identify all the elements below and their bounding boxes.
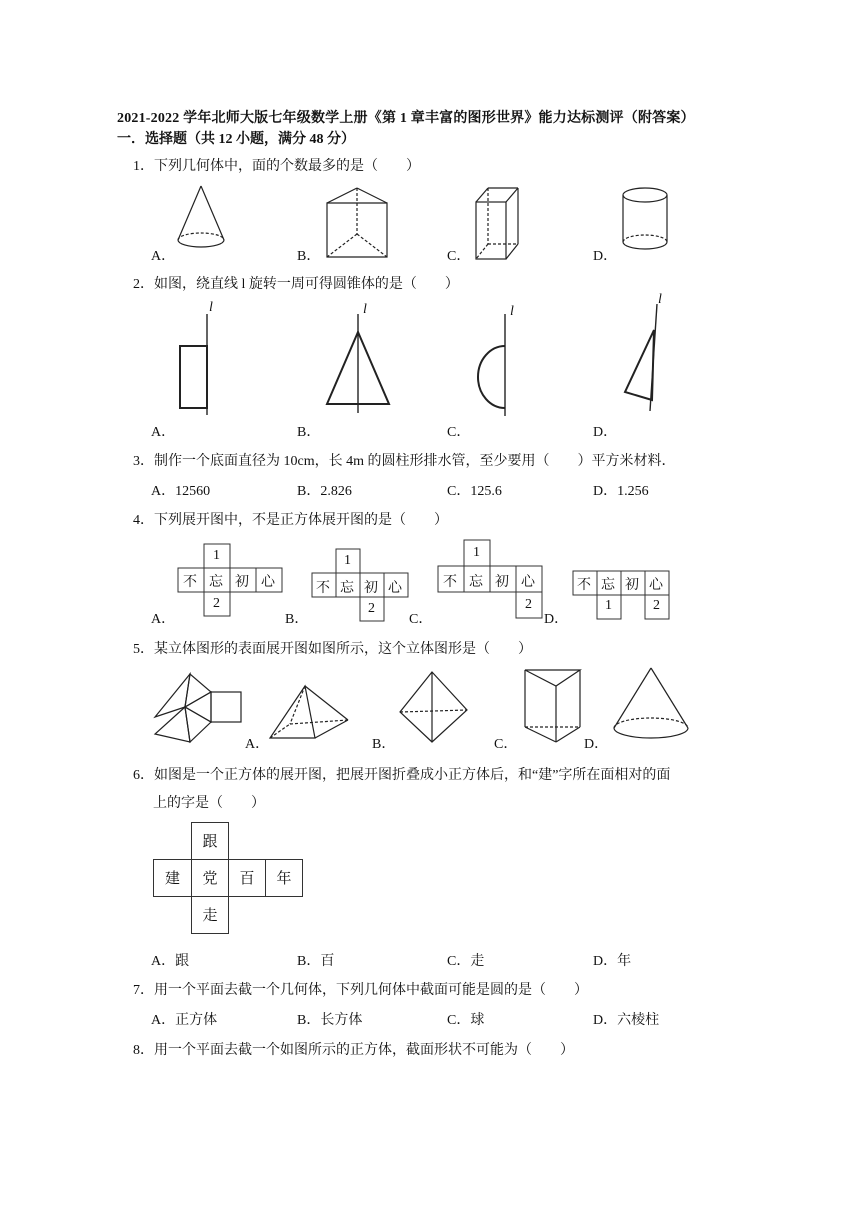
q4-option-c: C． bbox=[409, 612, 433, 627]
net-d-2: 2 bbox=[653, 598, 660, 613]
q4-option-b: B． bbox=[285, 612, 309, 627]
section-heading: 一．选择题（共 12 小题，满分 48 分） bbox=[117, 132, 355, 147]
q5-option-c: C． bbox=[494, 737, 518, 752]
q2-option-d: D． bbox=[593, 425, 618, 440]
q7-option-a: A．正方体 bbox=[151, 1013, 218, 1028]
net-b-w1: 不 bbox=[316, 581, 330, 596]
q2-figures bbox=[0, 300, 860, 420]
net-a-w2: 忘 bbox=[209, 575, 223, 590]
net-c-w4: 心 bbox=[521, 575, 535, 590]
question-6-stem: 6．如图是一个正方体的展开图，把展开图折叠成小正方体后，和“建”字所在面相对的面 bbox=[133, 768, 671, 783]
tetrahedron-figure bbox=[400, 672, 467, 742]
question-8-stem: 8．用一个平面去截一个如图所示的正方体，截面形状不可能为（ ） bbox=[133, 1043, 574, 1058]
cone-figure-2 bbox=[614, 668, 688, 738]
net-b-2: 2 bbox=[368, 601, 375, 616]
net-b-w4: 心 bbox=[388, 581, 402, 596]
q6-option-a: A．跟 bbox=[151, 954, 190, 969]
q2-option-c: C． bbox=[447, 425, 471, 440]
q5-figures bbox=[0, 662, 860, 752]
net-d-w2: 忘 bbox=[601, 578, 615, 593]
q3-option-b: B．2.826 bbox=[297, 484, 352, 499]
q1-option-d: D． bbox=[593, 249, 618, 264]
pyramid-net-figure bbox=[155, 674, 241, 742]
net-d-w1: 不 bbox=[577, 578, 591, 593]
net6-bottom: 走 bbox=[191, 896, 229, 934]
q2-line-label-c: l bbox=[510, 304, 514, 319]
q6-option-b: B．百 bbox=[297, 954, 335, 969]
q1-option-b: B． bbox=[297, 249, 321, 264]
net-c-w2: 忘 bbox=[469, 575, 483, 590]
net6-row-1: 建 bbox=[153, 859, 192, 897]
cone-figure bbox=[178, 186, 224, 247]
question-6-stem-cont: 上的字是（ ） bbox=[153, 796, 265, 811]
slanted-triangle-axis-figure bbox=[625, 304, 657, 411]
q6-option-d: D．年 bbox=[593, 954, 632, 969]
document-title: 2021-2022 学年北师大版七年级数学上册《第 1 章丰富的图形世界》能力达标测评（附答案） bbox=[117, 111, 695, 126]
q2-line-label-b: l bbox=[363, 302, 367, 317]
q2-line-label-d: l bbox=[658, 292, 662, 307]
question-7-stem: 7．用一个平面去截一个几何体，下列几何体中截面可能是圆的是（ ） bbox=[133, 983, 588, 998]
q7-option-d: D．六棱柱 bbox=[593, 1013, 660, 1028]
net-c-1: 1 bbox=[473, 545, 480, 560]
triangle-axis-figure bbox=[327, 314, 389, 413]
q1-figures bbox=[0, 180, 860, 260]
rectangle-axis-figure bbox=[180, 314, 207, 415]
q5-option-a: A． bbox=[245, 737, 270, 752]
q2-option-b: B． bbox=[297, 425, 321, 440]
q3-option-c: C．125.6 bbox=[447, 484, 502, 499]
cylinder-figure bbox=[623, 188, 667, 249]
net-d-w4: 心 bbox=[649, 578, 663, 593]
net-a-w3: 初 bbox=[235, 575, 249, 590]
net-b-1: 1 bbox=[344, 553, 351, 568]
question-1-stem: 1．下列几何体中，面的个数最多的是（ ） bbox=[133, 159, 420, 174]
net-c-w3: 初 bbox=[495, 575, 509, 590]
triangular-prism-figure bbox=[327, 188, 387, 257]
net-c-w1: 不 bbox=[443, 575, 457, 590]
question-5-stem: 5．某立体图形的表面展开图如图所示，这个立体图形是（ ） bbox=[133, 642, 532, 657]
q4-option-a: A． bbox=[151, 612, 176, 627]
net6-row-3: 百 bbox=[228, 859, 266, 897]
question-2-stem: 2．如图，绕直线 l 旋转一周可得圆锥体的是（ ） bbox=[133, 277, 459, 292]
net-d-w3: 初 bbox=[625, 578, 639, 593]
net-a-1: 1 bbox=[213, 548, 220, 563]
net6-row-2: 党 bbox=[191, 859, 229, 897]
question-3-stem: 3．制作一个底面直径为 10cm，长 4m 的圆柱形排水管，至少要用（ ）平方米材料． bbox=[133, 454, 676, 469]
net-c-2: 2 bbox=[525, 597, 532, 612]
net-d-1: 1 bbox=[605, 598, 612, 613]
net6-top: 跟 bbox=[191, 822, 229, 860]
q7-option-c: C．球 bbox=[447, 1013, 485, 1028]
square-pyramid-figure bbox=[270, 686, 348, 738]
cuboid-figure bbox=[476, 188, 518, 259]
q3-option-a: A．12560 bbox=[151, 484, 211, 499]
q6-option-c: C．走 bbox=[447, 954, 485, 969]
semicircle-axis-figure bbox=[478, 314, 505, 416]
q5-option-b: B． bbox=[372, 737, 396, 752]
q3-option-d: D．1.256 bbox=[593, 484, 649, 499]
net6-row-4: 年 bbox=[265, 859, 303, 897]
net-b-w2: 忘 bbox=[340, 581, 354, 596]
net-a-2: 2 bbox=[213, 596, 220, 611]
q1-option-a: A． bbox=[151, 249, 176, 264]
question-4-stem: 4．下列展开图中，不是正方体展开图的是（ ） bbox=[133, 513, 448, 528]
q1-option-c: C． bbox=[447, 249, 471, 264]
q2-line-label-a: l bbox=[209, 300, 213, 315]
q4-option-d: D． bbox=[544, 612, 569, 627]
q2-option-a: A． bbox=[151, 425, 176, 440]
net-a-w4: 心 bbox=[261, 575, 275, 590]
q5-option-d: D． bbox=[584, 737, 609, 752]
net-b-w3: 初 bbox=[364, 581, 378, 596]
net-a-w1: 不 bbox=[183, 575, 197, 590]
q7-option-b: B．长方体 bbox=[297, 1013, 363, 1028]
triangular-prism-figure-2 bbox=[525, 670, 580, 742]
